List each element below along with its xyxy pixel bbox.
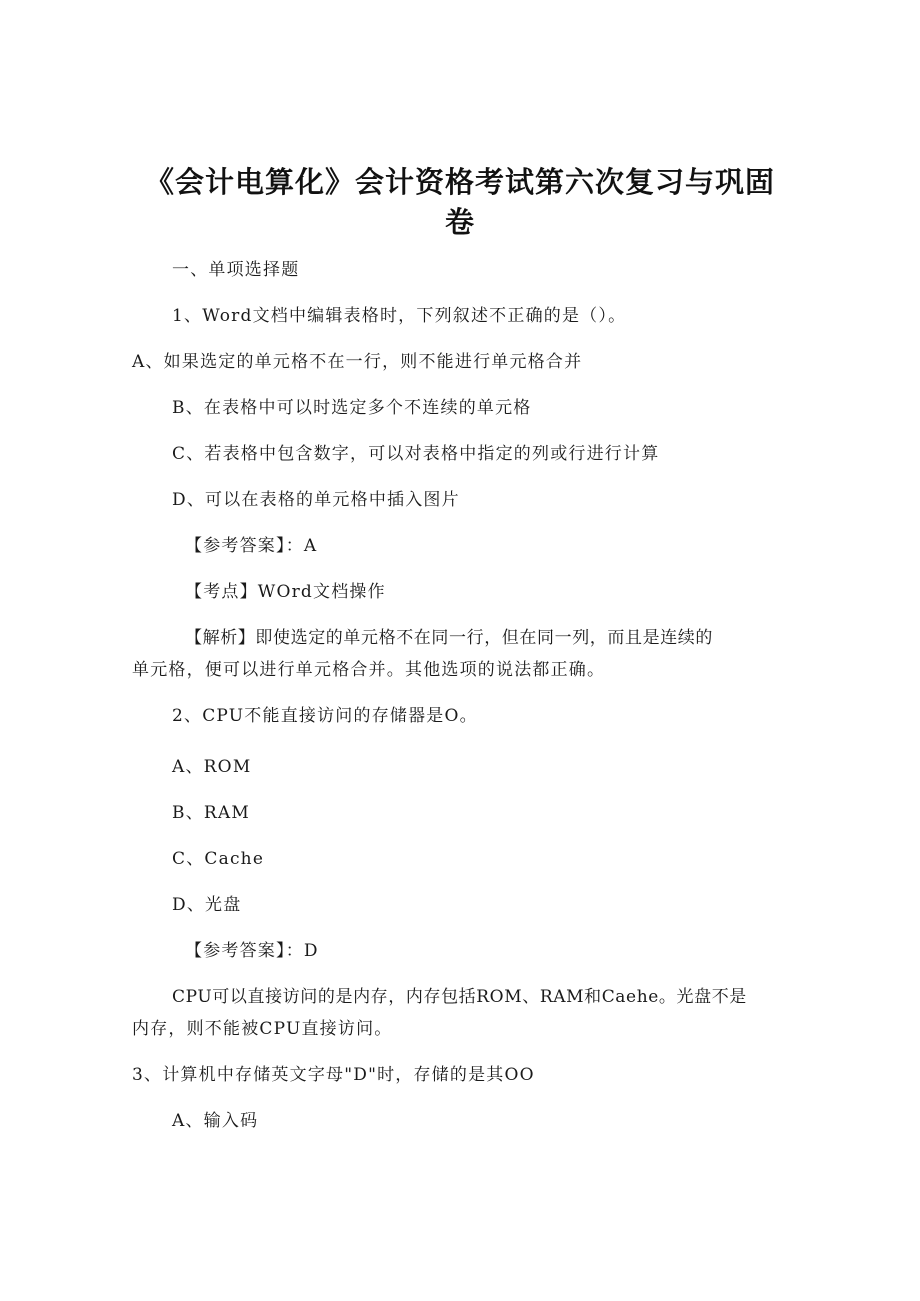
document-title-line-1: 《会计电算化》会计资格考试第六次复习与巩固 xyxy=(144,165,775,199)
question-2-option-c: C、Cache xyxy=(172,849,265,869)
question-1-stem: 1、Word文档中编辑表格时，下列叙述不正确的是（）。 xyxy=(172,306,627,326)
question-1-answer: 【参考答案】：A xyxy=(185,536,318,556)
question-2-option-b: B、RAM xyxy=(172,803,250,823)
question-3-stem: 3、计算机中存储英文字母"D"时，存储的是其OO xyxy=(132,1065,535,1085)
question-1-option-d: D、可以在表格的单元格中插入图片 xyxy=(172,490,460,510)
question-3-option-a: A、输入码 xyxy=(172,1111,259,1131)
question-2-option-d: D、光盘 xyxy=(172,895,242,915)
question-2-analysis-line-2: 内存，则不能被CPU直接访问。 xyxy=(132,1019,393,1039)
section-heading: 一、单项选择题 xyxy=(172,260,300,280)
question-2-analysis-line-1: CPU可以直接访问的是内存，内存包括ROM、RAM和Caehe。光盘不是 xyxy=(172,987,747,1007)
question-2-stem: 2、CPU不能直接访问的存储器是O。 xyxy=(172,706,478,726)
question-1-analysis-line-2: 单元格，便可以进行单元格合并。其他选项的说法都正确。 xyxy=(132,660,606,680)
question-1-option-c: C、若表格中包含数字，可以对表格中指定的列或行进行计算 xyxy=(172,444,660,464)
question-1-analysis-line-1: 【解析】即使选定的单元格不在同一行，但在同一列，而且是连续的 xyxy=(185,628,713,648)
question-1-option-a: A、如果选定的单元格不在一行，则不能进行单元格合并 xyxy=(132,352,583,372)
question-2-option-a: A、ROM xyxy=(172,757,252,777)
question-1-point: 【考点】WOrd文档操作 xyxy=(185,582,386,602)
question-1-option-b: B、在表格中可以时选定多个不连续的单元格 xyxy=(172,398,532,418)
document-title-line-2: 卷 xyxy=(444,205,475,239)
question-2-answer: 【参考答案】：D xyxy=(185,941,319,961)
